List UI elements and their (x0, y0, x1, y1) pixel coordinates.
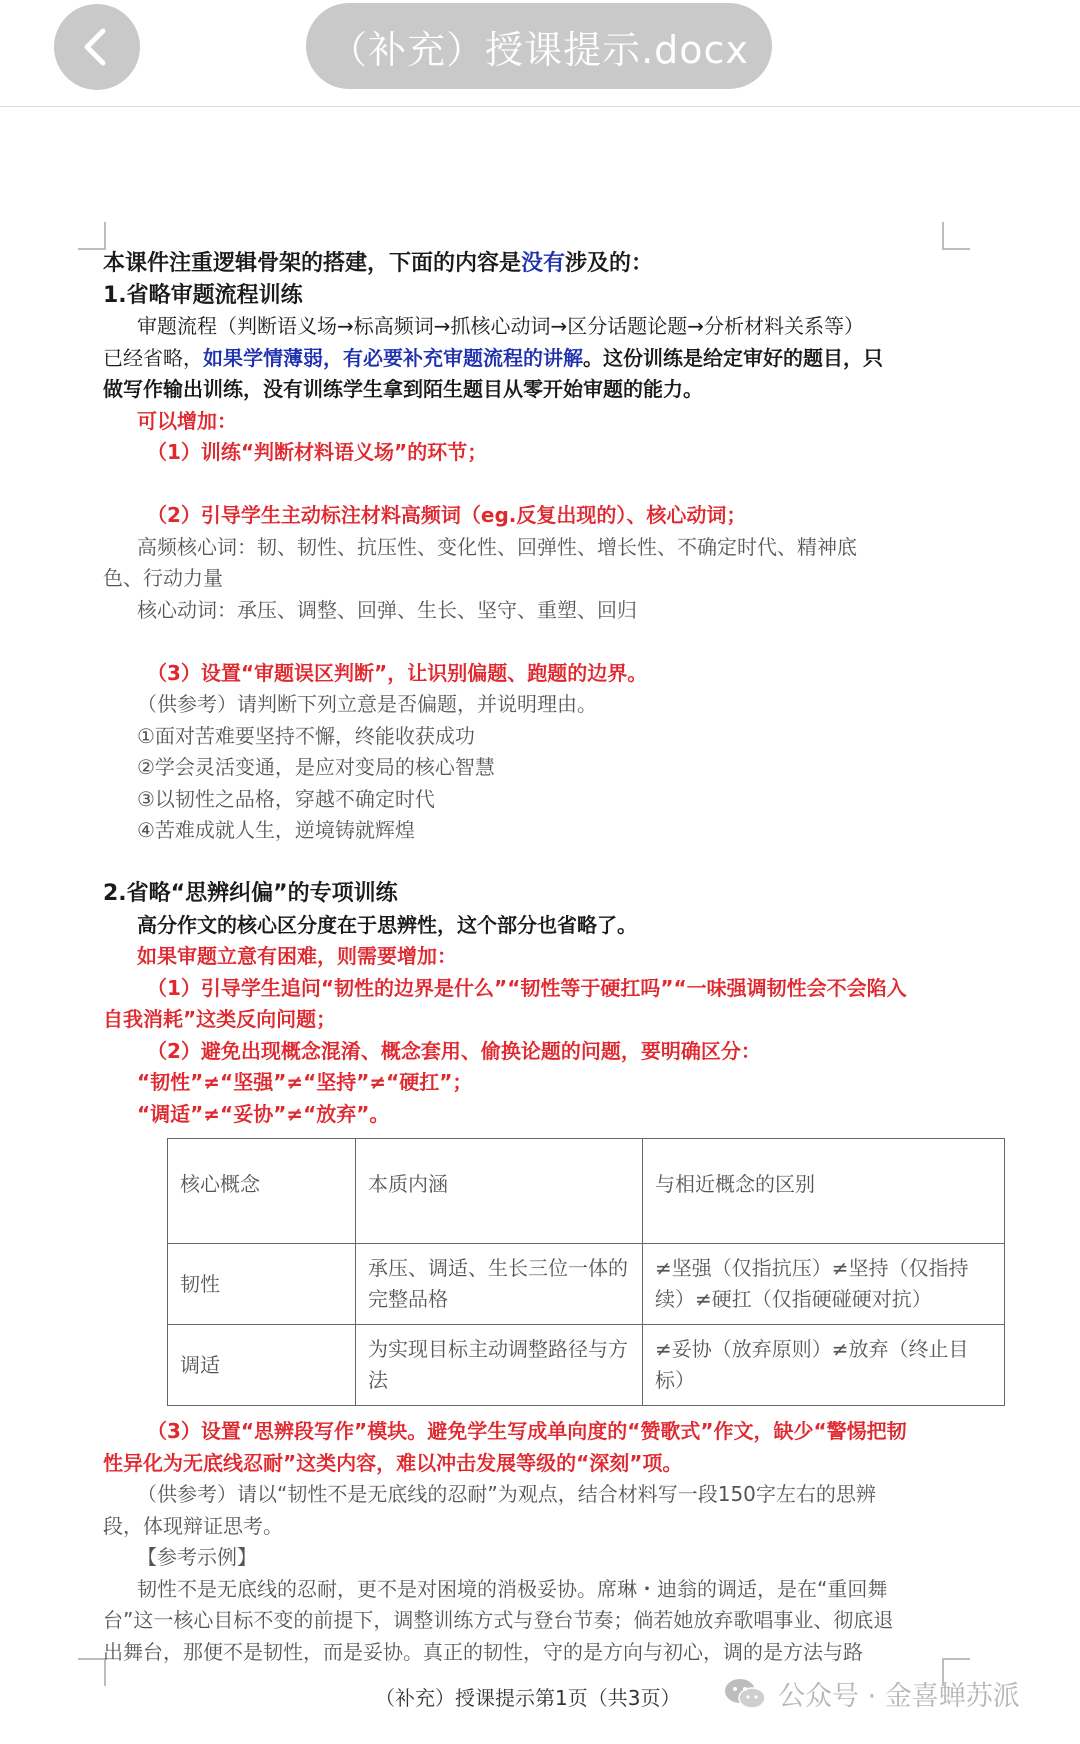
add-item: （3）设置“审题误区判断”，让识别偏题、跑题的边界。 (147, 660, 648, 685)
option-item: ①面对苦难要坚持不懈，终能收获成功 (137, 723, 475, 748)
section-1-title: 1.省略审题流程训练 (103, 282, 303, 308)
page-corner-mark (78, 222, 106, 250)
page-corner-mark (942, 222, 970, 250)
add-item: （2）避免出现概念混淆、概念套用、偷换论题的问题，要明确区分： (147, 1038, 761, 1063)
page-corner-mark (78, 1658, 106, 1686)
distinction-line: “韧性”≠“坚强”≠“坚持”≠“硬扛”； (137, 1070, 473, 1094)
table-cell: 为实现目标主动调整路径与方法 (356, 1325, 643, 1406)
paragraph: 已经省略，如果学情薄弱，有必要补充审题流程的讲解。这份训练是给定审好的题目，只 (103, 345, 883, 370)
table-row (168, 1244, 1005, 1325)
chevron-left-icon (79, 27, 115, 67)
add-item: 自我消耗”这类反向问题； (103, 1007, 337, 1031)
keyword-line: 色、行动力量 (103, 566, 223, 590)
table-cell: 承压、调适、生长三位一体的完整品格 (356, 1244, 643, 1325)
keyword-line: 核心动词：承压、调整、回弹、生长、坚守、重塑、回归 (137, 597, 637, 622)
reference-line: （供参考）请判断下列立意是否偏题，并说明理由。 (137, 692, 597, 716)
section-2-title: 2.省略“思辨纠偏”的专项训练 (103, 881, 398, 906)
watermark-text: 公众号 · 金喜蝉苏派 (778, 1681, 1020, 1712)
table-header-row (168, 1139, 1005, 1244)
table-header-cell: 核心概念 (168, 1139, 356, 1244)
paragraph: 做写作输出训练，没有训练学生拿到陌生题目从零开始审题的能力。 (103, 377, 703, 401)
keyword-line: 高频核心词：韧、韧性、抗压性、变化性、回弹性、增长性、不确定时代、精神底 (137, 534, 857, 559)
option-item: ③以韧性之品格，穿越不确定时代 (137, 786, 435, 811)
add-item: （3）设置“思辨段写作”模块。避免学生写成单向度的“赞歌式”作文，缺少“警惕把韧 (147, 1419, 907, 1443)
document-page (103, 248, 969, 1668)
add-item: （1）引导学生追问“韧性的边界是什么”“韧性等于硬扛吗”“一味强调韧性会不会陷入 (147, 975, 907, 1000)
reference-line: （供参考）请以“韧性不是无底线的忍耐”为观点，结合材料写一段150字左右的思辨 (137, 1482, 876, 1506)
back-button[interactable] (54, 4, 140, 90)
add-heading: 可以增加： (137, 408, 237, 433)
concept-table (167, 1138, 1005, 1406)
add-item: 性异化为无底线忍耐”这类内容，难以冲击发展等级的“深刻”项。 (103, 1450, 683, 1475)
option-item: ④苦难成就人生，逆境铸就辉煌 (137, 818, 415, 842)
paragraph: 审题流程（判断语义场→标高频词→抓核心动词→区分话题论题→分析材料关系等） (137, 314, 865, 338)
add-heading: 如果审题立意有困难，则需要增加： (137, 944, 457, 968)
reference-line: 段，体现辩证思考。 (103, 1513, 283, 1538)
example-label: 【参考示例】 (137, 1545, 257, 1569)
example-text: 韧性不是无底线的忍耐，更不是对困境的消极妥协。席琳・迪翁的调适，是在“重回舞 (137, 1576, 888, 1601)
document-title: （补充）授课提示.docx (306, 3, 772, 89)
intro-line: 本课件注重逻辑骨架的搭建，下面的内容是没有涉及的： (103, 251, 654, 276)
table-cell: 韧性 (168, 1244, 356, 1325)
table-header-cell: 与相近概念的区别 (643, 1139, 1005, 1244)
top-bar (0, 0, 1080, 107)
table-header-cell: 本质内涵 (356, 1139, 643, 1244)
example-text: 出舞台，那便不是韧性，而是妥协。真正的韧性，守的是方向与初心，调的是方法与路 (103, 1639, 863, 1664)
paragraph: 高分作文的核心区分度在于思辨性，这个部分也省略了。 (137, 912, 637, 937)
add-item: （1）训练“判断材料语义场”的环节； (147, 440, 488, 464)
option-item: ②学会灵活变通，是应对变局的核心智慧 (137, 755, 495, 779)
table-cell: ≠妥协（放弃原则）≠放弃（终止目标） (643, 1325, 1005, 1406)
table-cell: 调适 (168, 1325, 356, 1406)
page-footer: （补充）授课提示第1页（共3页） (375, 1686, 681, 1710)
example-text: 台”这一核心目标不变的前提下，调整训练方式与登台节奏；倘若她放弃歌唱事业、彻底退 (103, 1608, 894, 1632)
add-item: （2）引导学生主动标注材料高频词（eg.反复出现的）、核心动词； (147, 503, 747, 527)
wechat-icon (722, 1677, 768, 1711)
watermark (722, 1674, 1020, 1713)
table-cell: ≠坚强（仅指抗压）≠坚持（仅指持续）≠硬扛（仅指硬碰硬对抗） (643, 1244, 1005, 1325)
table-row (168, 1325, 1005, 1406)
distinction-line: “调适”≠“妥协”≠“放弃”。 (137, 1101, 390, 1126)
